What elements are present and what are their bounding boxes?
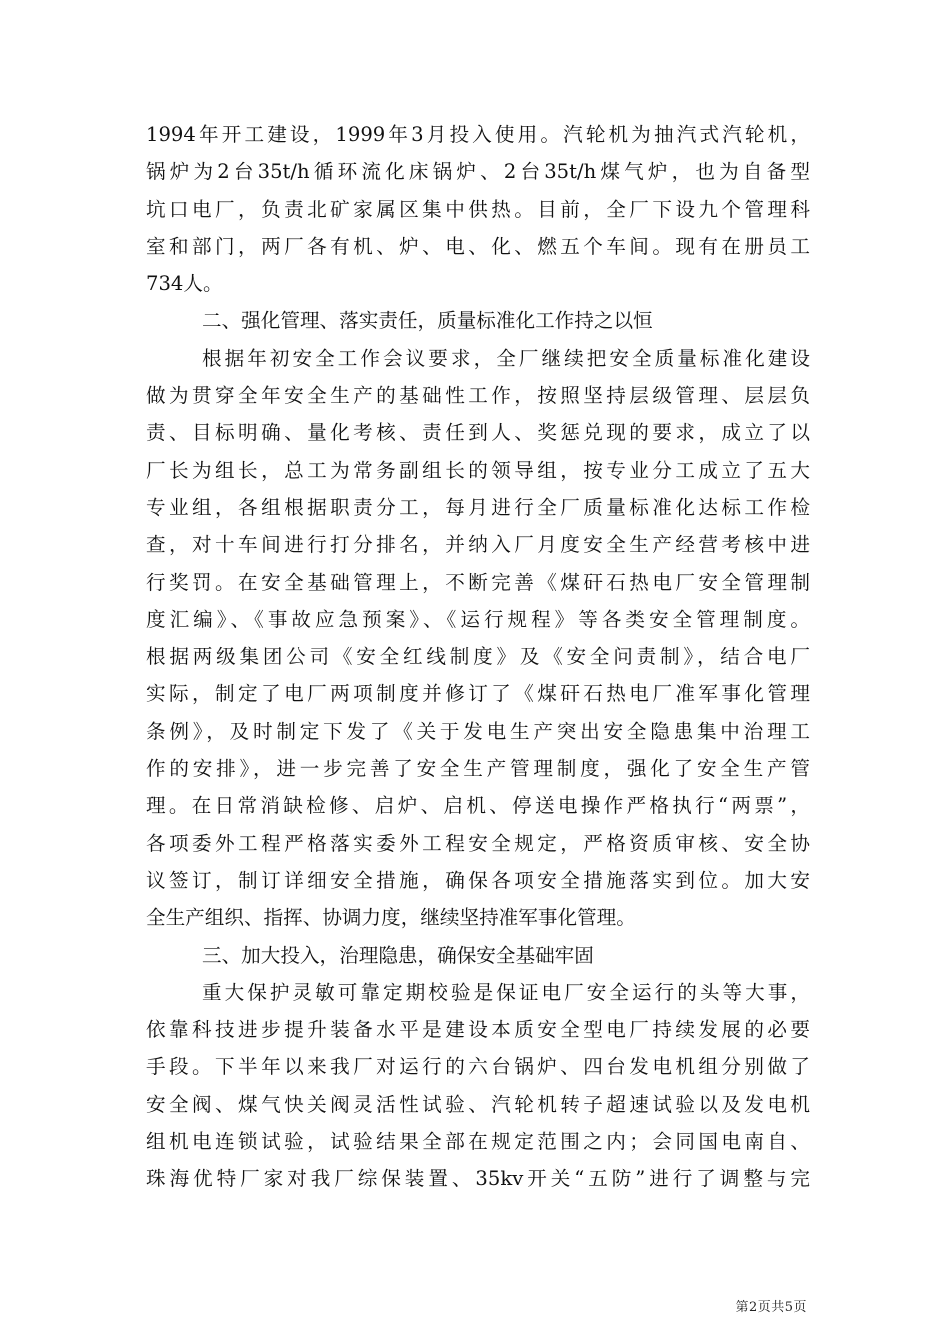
text-line: 734人。 bbox=[146, 272, 223, 296]
text-line: 坑口电厂，负责北矿家属区集中供热。目前，全厂下设九个管理科 bbox=[146, 197, 810, 221]
body-text bbox=[146, 116, 810, 1198]
text-line: 安全阀、煤气快关阀灵活性试验、汽轮机转子超速试验以及发电机 bbox=[146, 1092, 810, 1116]
text-line: 理。在日常消缺检修、启炉、启机、停送电操作严格执行“两票”， bbox=[146, 794, 810, 818]
text-line: 珠海优特厂家对我厂综保装置、35kv开关“五防”进行了调整与完 bbox=[146, 1167, 810, 1191]
text-line: 议签订，制订详细安全措施，确保各项安全措施落实到位。加大安 bbox=[146, 868, 810, 892]
text-line: 条例》，及时制定下发了《关于发电生产突出安全隐患集中治理工 bbox=[146, 719, 810, 743]
text-line: 根据两级集团公司《安全红线制度》及《安全问责制》，结合电厂 bbox=[146, 645, 810, 669]
text-line: 室和部门，两厂各有机、炉、电、化、燃五个车间。现有在册员工 bbox=[146, 234, 810, 258]
text-line: 各项委外工程严格落实委外工程安全规定，严格资质审核、安全协 bbox=[146, 831, 810, 855]
text-line: 做为贯穿全年安全生产的基础性工作，按照坚持层级管理、层层负 bbox=[146, 384, 810, 408]
text-line: 锅炉为2台35t/h循环流化床锅炉、2台35t/h煤气炉，也为自备型 bbox=[146, 160, 810, 184]
text-line: 全生产组织、指挥、协调力度，继续坚持准军事化管理。 bbox=[146, 906, 636, 930]
text-line: 依靠科技进步提升装备水平是建设本质安全型电厂持续发展的必要 bbox=[146, 1018, 810, 1042]
text-line: 行奖罚。在安全基础管理上，不断完善《煤矸石热电厂安全管理制 bbox=[146, 570, 810, 594]
text-line: 实际，制定了电厂两项制度并修订了《煤矸石热电厂准军事化管理 bbox=[146, 682, 810, 706]
section-heading: 二、强化管理、落实责任，质量标准化工作持之以恒 bbox=[202, 309, 653, 333]
text-line: 度汇编》、《事故应急预案》、《运行规程》等各类安全管理制度。 bbox=[146, 607, 810, 631]
page-number: 第2页共5页 bbox=[735, 1300, 807, 1315]
text-line: 作的安排》，进一步完善了安全生产管理制度，强化了安全生产管 bbox=[146, 757, 810, 781]
text-line: 查，对十车间进行打分排名，并纳入厂月度安全生产经营考核中进 bbox=[146, 533, 810, 557]
text-line: 厂长为组长，总工为常务副组长的领导组，按专业分工成立了五大 bbox=[146, 458, 810, 482]
text-line: 专业组，各组根据职责分工，每月进行全厂质量标准化达标工作检 bbox=[146, 495, 810, 519]
text-line: 组机电连锁试验，试验结果全部在规定范围之内；会同国电南自、 bbox=[146, 1130, 810, 1154]
text-line: 手段。下半年以来我厂对运行的六台锅炉、四台发电机组分别做了 bbox=[146, 1055, 810, 1079]
text-line: 根据年初安全工作会议要求，全厂继续把安全质量标准化建设 bbox=[202, 346, 810, 370]
text-line: 责、目标明确、量化考核、责任到人、奖惩兑现的要求，成立了以 bbox=[146, 421, 810, 445]
text-line: 重大保护灵敏可靠定期校验是保证电厂安全运行的头等大事， bbox=[202, 980, 810, 1004]
text-line: 1994年开工建设，1999年3月投入使用。汽轮机为抽汽式汽轮机， bbox=[146, 123, 810, 146]
section-heading: 三、加大投入，治理隐患，确保安全基础牢固 bbox=[202, 943, 594, 967]
